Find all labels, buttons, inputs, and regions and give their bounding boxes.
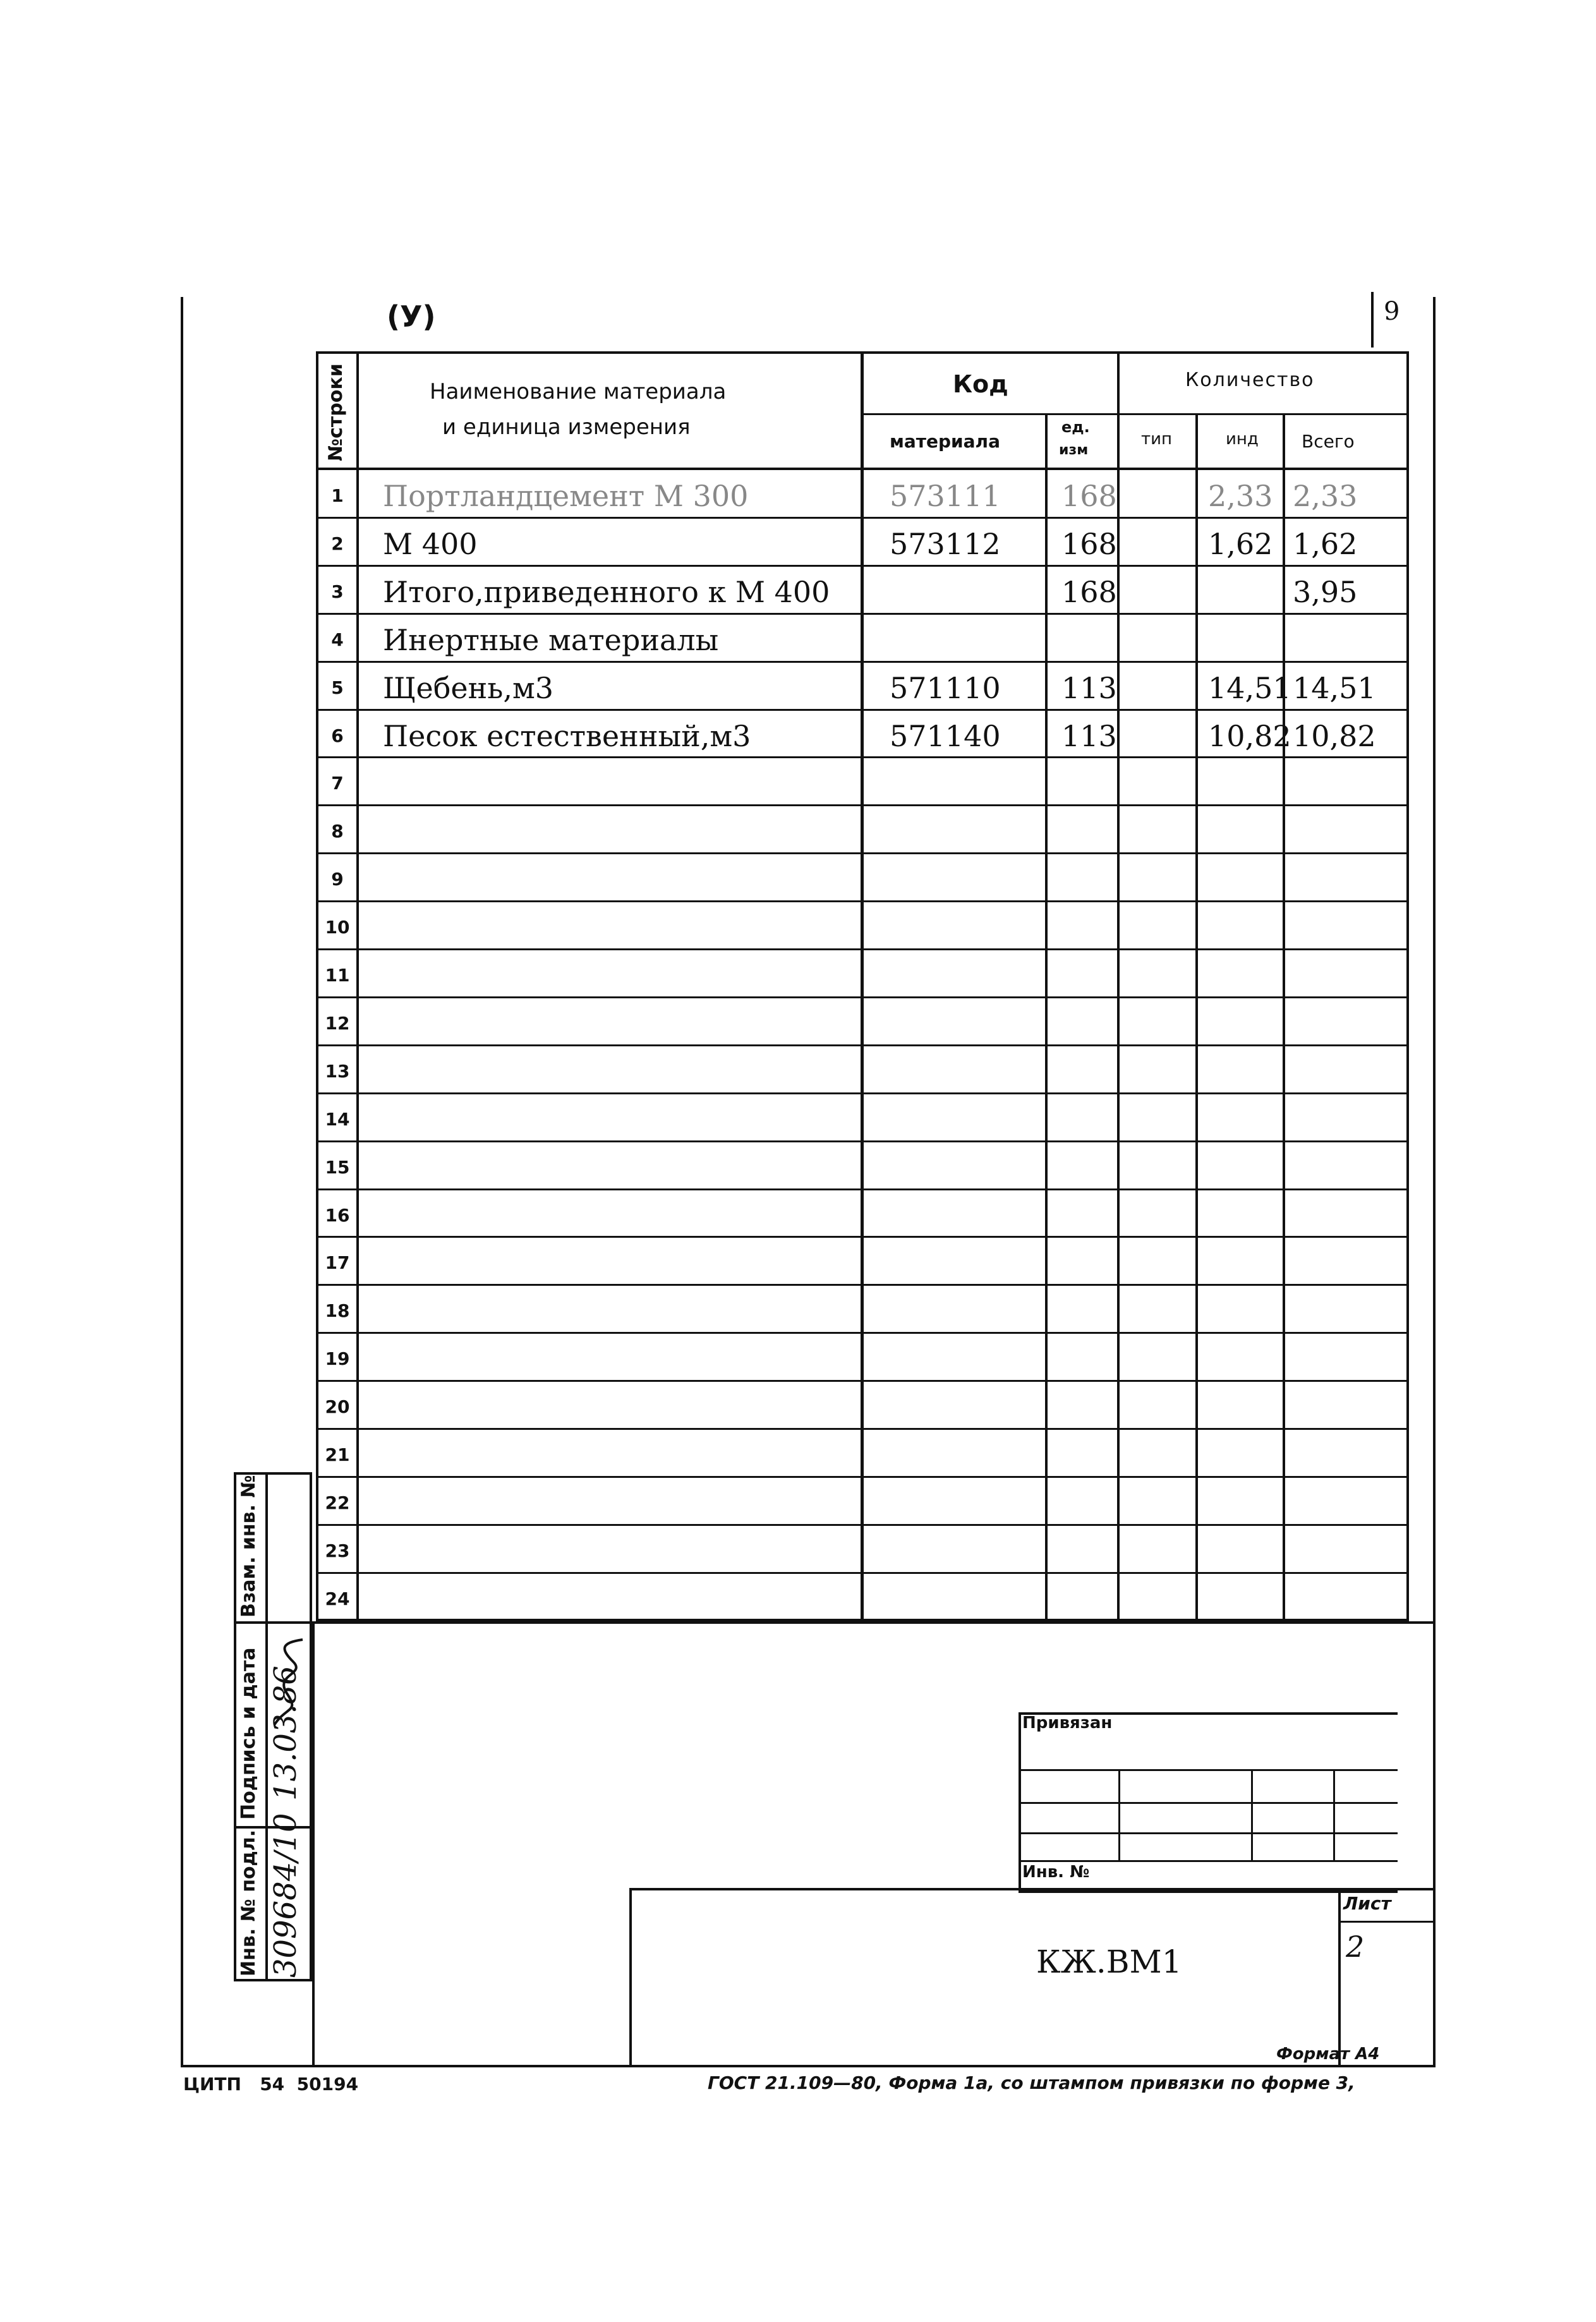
table-row xyxy=(316,1573,1409,1621)
row-number: 15 xyxy=(325,1157,350,1178)
row-number: 24 xyxy=(325,1588,350,1609)
row-number: 21 xyxy=(325,1444,350,1465)
material-name: Портландцемент М 300 xyxy=(383,479,749,513)
row-number: 23 xyxy=(325,1540,350,1561)
material-name: Инертные материалы xyxy=(383,623,719,657)
footer-left-text: ЦИТП 54 50194 xyxy=(183,2074,359,2095)
privyazan-label: Привязан xyxy=(1022,1714,1113,1732)
qty-total-header: Всего xyxy=(1302,431,1355,452)
privyazan-line-3 xyxy=(1019,1832,1398,1834)
signature-mark xyxy=(268,1636,312,1731)
table-row xyxy=(316,1429,1409,1477)
qty-total: 14,51 xyxy=(1293,671,1376,705)
doc-code: КЖ.ВМ1 xyxy=(1036,1944,1182,1980)
doc-code-box xyxy=(629,1888,1436,2066)
sheet-box-hline xyxy=(1338,1921,1436,1923)
table-row xyxy=(316,1046,1409,1094)
row-number: 6 xyxy=(331,725,344,746)
qty-ind: 1,62 xyxy=(1208,527,1273,561)
title-block-top-line xyxy=(312,1621,1434,1624)
table-row xyxy=(316,1381,1409,1429)
row-number: 16 xyxy=(325,1205,350,1226)
row-number: 10 xyxy=(325,917,350,938)
privyazan-line-4 xyxy=(1019,1860,1398,1862)
unit-code: 113 xyxy=(1061,671,1117,705)
code-unit-header-line1: ед. xyxy=(1061,418,1090,436)
qty-type-header: тип xyxy=(1141,430,1173,449)
table-row xyxy=(316,902,1409,950)
row-number: 11 xyxy=(325,965,350,986)
qty-total: 2,33 xyxy=(1293,479,1358,513)
name-header-line2: и единица измерения xyxy=(442,414,691,440)
sheet-label: Лист xyxy=(1343,1893,1391,1914)
podpis-label: Подпись и дата xyxy=(238,1647,260,1820)
table-row xyxy=(316,1094,1409,1142)
material-name: Щебень,м3 xyxy=(383,671,554,705)
material-code: 571110 xyxy=(890,671,1001,705)
row-number: 22 xyxy=(325,1492,350,1513)
material-name: Итого,приведенного к М 400 xyxy=(383,575,830,609)
row-number: 7 xyxy=(331,773,344,794)
row-number: 4 xyxy=(331,629,344,650)
row-number: 17 xyxy=(325,1252,350,1273)
side-stamp-row-divider-1 xyxy=(234,1621,312,1624)
inv-podl-label: Инв. № подл. xyxy=(238,1829,260,1976)
qty-ind-header: инд xyxy=(1226,430,1259,449)
material-name: Песок естественный,м3 xyxy=(383,719,751,753)
table-row xyxy=(316,758,1409,806)
row-number: 14 xyxy=(325,1109,350,1130)
table-row xyxy=(316,1237,1409,1285)
row-number: 18 xyxy=(325,1300,350,1321)
footer-gost-text: ГОСТ 21.109—80, Форма 1а, со штампом привязки по форме 3, xyxy=(708,2072,1355,2093)
name-header-line1: Наименование материала xyxy=(430,379,727,404)
table-row xyxy=(316,950,1409,998)
code-unit-header-line2: изм xyxy=(1059,442,1089,458)
frame-left-border xyxy=(181,297,183,2066)
row-number-header: №строки xyxy=(325,363,347,461)
row-number: 5 xyxy=(331,677,344,698)
frame-right-border xyxy=(1433,297,1436,2066)
table-row xyxy=(316,854,1409,902)
page-number: 9 xyxy=(1384,297,1400,326)
qty-ind: 2,33 xyxy=(1208,479,1273,513)
sheet-box-divider xyxy=(1338,1888,1341,2066)
sheet-value: 2 xyxy=(1346,1930,1365,1964)
table-row xyxy=(316,998,1409,1046)
row-number: 9 xyxy=(331,869,344,890)
material-code: 573112 xyxy=(890,527,1001,561)
qty-ind: 14,51 xyxy=(1208,671,1291,705)
vzam-label: Взам. инв. № xyxy=(238,1475,260,1618)
header-sub-divider xyxy=(861,413,1409,415)
row-number: 8 xyxy=(331,821,344,842)
qty-total: 10,82 xyxy=(1293,719,1376,753)
table-row xyxy=(316,1333,1409,1381)
unit-code: 168 xyxy=(1061,575,1117,609)
code-material-header: материала xyxy=(890,431,1000,452)
table-row xyxy=(316,1525,1409,1573)
format-label: Формат А4 xyxy=(1276,2045,1380,2064)
row-number: 20 xyxy=(325,1396,350,1417)
qty-total: 3,95 xyxy=(1293,575,1358,609)
unit-code: 168 xyxy=(1061,527,1117,561)
privyazan-vline-2 xyxy=(1251,1769,1253,1860)
row-number: 3 xyxy=(331,581,344,602)
material-code: 571140 xyxy=(890,719,1001,753)
page-number-box xyxy=(1371,292,1436,348)
row-number: 13 xyxy=(325,1061,350,1082)
inv-podl-value: 309684/10 xyxy=(268,1813,303,1978)
unit-code: 168 xyxy=(1061,479,1117,513)
code-header: Код xyxy=(953,370,1008,398)
privyazan-vline-3 xyxy=(1333,1769,1335,1860)
qty-ind: 10,82 xyxy=(1208,719,1291,753)
unit-code: 113 xyxy=(1061,719,1117,753)
row-number: 12 xyxy=(325,1013,350,1034)
row-number: 2 xyxy=(331,533,344,554)
table-row xyxy=(316,806,1409,854)
title-block-left-line xyxy=(312,1621,315,2066)
table-row xyxy=(316,1477,1409,1525)
privyazan-line-2 xyxy=(1019,1802,1398,1804)
table-row xyxy=(316,1285,1409,1333)
material-name: М 400 xyxy=(383,527,478,561)
inv-no-label: Инв. № xyxy=(1022,1863,1090,1882)
quantity-header: Количество xyxy=(1185,369,1315,391)
material-code: 573111 xyxy=(890,479,1001,513)
table-row xyxy=(316,1142,1409,1190)
podpis-value: 13.03.86 xyxy=(268,1666,303,1801)
qty-total: 1,62 xyxy=(1293,527,1358,561)
table-row xyxy=(316,1190,1409,1238)
corner-mark: (У) xyxy=(387,299,436,334)
privyazan-vline-1 xyxy=(1118,1769,1120,1860)
privyazan-line-1 xyxy=(1019,1769,1398,1771)
row-number: 1 xyxy=(331,485,344,506)
row-number: 19 xyxy=(325,1348,350,1369)
